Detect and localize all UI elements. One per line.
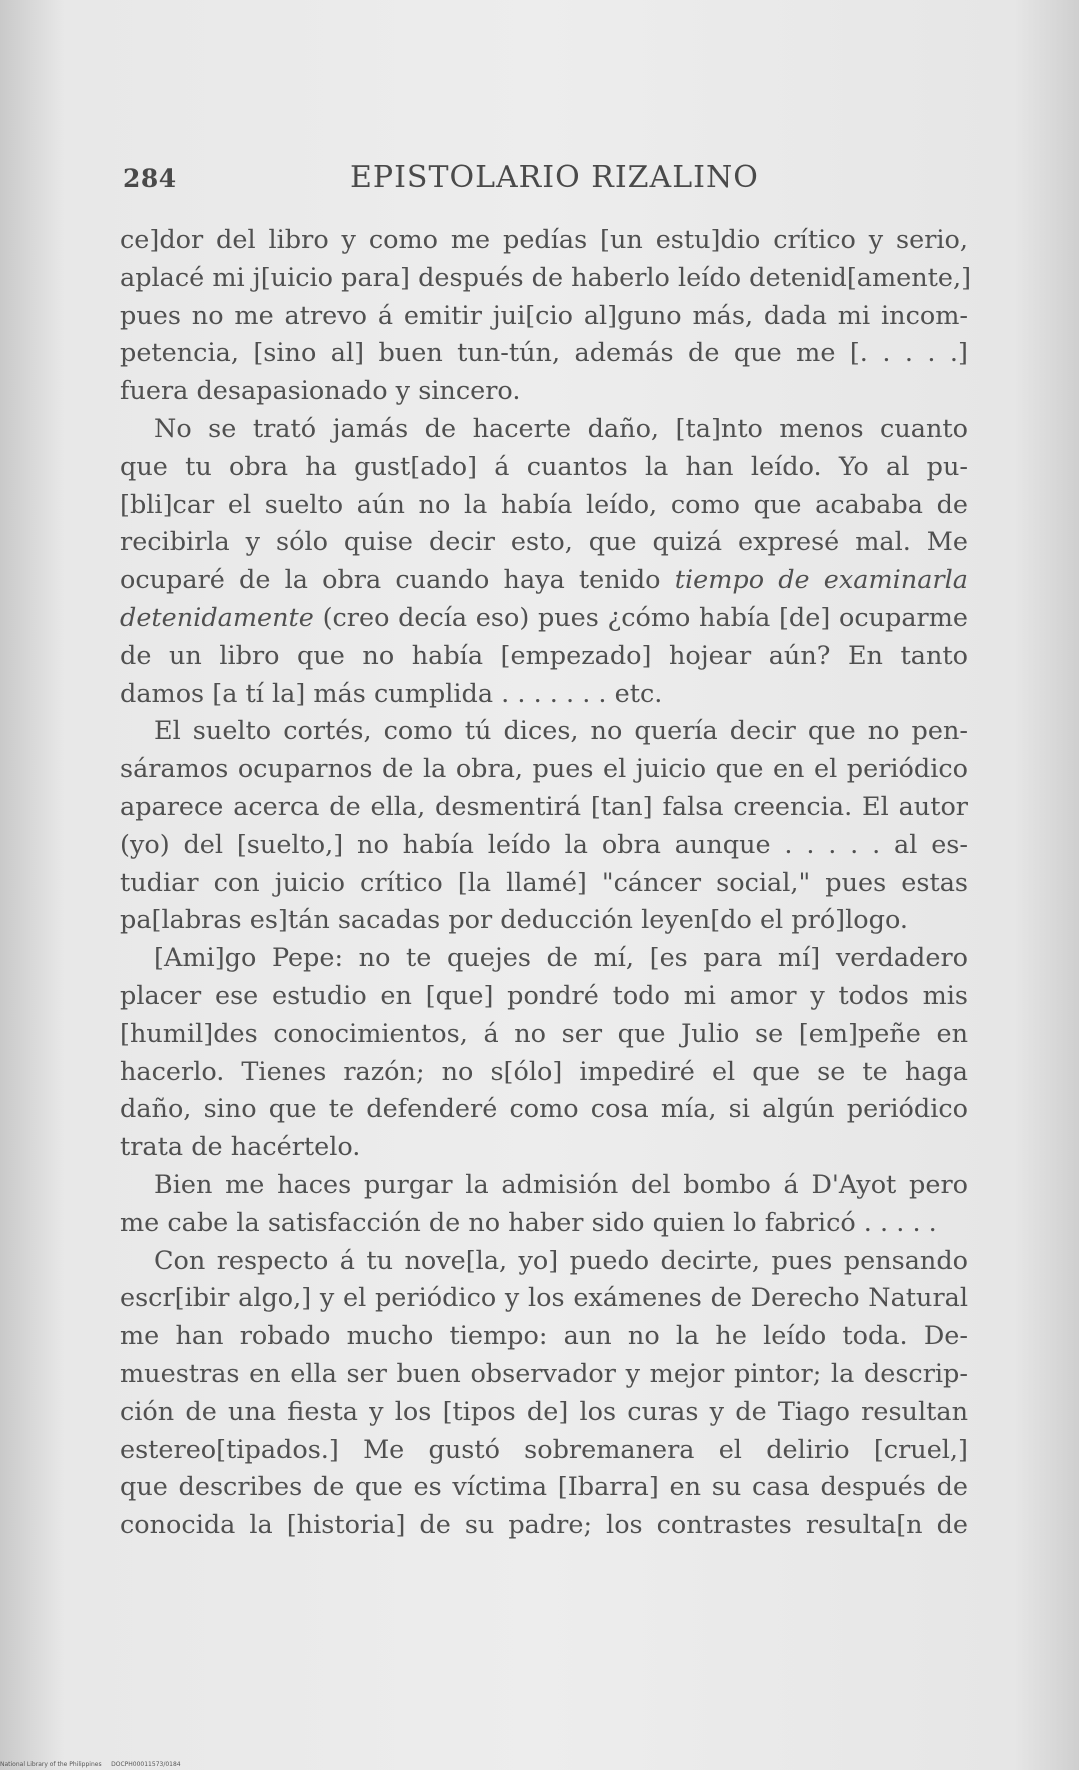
text-line: escr[ibir algo,] y el periódico y los exámenes de Derecho Natural	[120, 1283, 968, 1314]
text-line: fuera desapasionado y sincero.	[120, 376, 521, 407]
italic-phrase: detenidamente	[120, 602, 314, 633]
text-line: [Ami]go Pepe: no te quejes de mí, [es para mí] verdadero	[154, 943, 968, 974]
text-line-mixed	[120, 600, 968, 638]
text-line: trata de hacértelo.	[120, 1132, 361, 1163]
text-segment: (creo decía eso) pues ¿cómo había [de] ocuparme	[322, 602, 969, 633]
text-line: (yo) del [suelto,] no había leído la obra aunque . . . . . al es-	[120, 829, 968, 860]
text-line: No se trató jamás de hacerte daño, [ta]nto menos cuanto	[154, 413, 968, 444]
text-line: aparece acerca de ella, desmentirá [tan] falsa creencia. El autor	[120, 791, 968, 822]
text-line: ción de una fiesta y los [tipos de] los curas y de Tiago resultan	[120, 1396, 968, 1427]
text-line: aplacé mi j[uicio para] después de haberlo leído detenid[amente,]	[120, 262, 972, 293]
text-line: pa[labras es]tán sacadas por deducción leyen[do el pró]logo.	[120, 905, 908, 936]
page-number: 284	[123, 164, 177, 193]
document-id: DOCPH00011573/0184	[111, 1761, 181, 1768]
letter-body	[120, 222, 972, 1545]
running-head-title: EPISTOLARIO RIZALINO	[350, 160, 759, 195]
text-line: pues no me atrevo á emitir jui[cio al]guno más, dada mi incom-	[120, 300, 968, 331]
text-line: petencia, [sino al] buen tun-tún, además de que me [. . . . .]	[120, 338, 968, 369]
text-line: damos [a tí la] más cumplida . . . . . . . etc.	[120, 678, 663, 709]
text-line-mixed	[120, 562, 968, 600]
text-line: que describes de que es víctima [Ibarra] en su casa después de	[120, 1472, 968, 1503]
text-line: El suelto cortés, como tú dices, no quería decir que no pen-	[154, 716, 968, 747]
text-line: sáramos ocuparnos de la obra, pues el juicio que en el periódico	[120, 754, 968, 785]
text-line: tudiar con juicio crítico [la llamé] "cáncer social," pues estas	[120, 867, 968, 898]
text-line: [bli]car el suelto aún no la había leído, como que acababa de	[120, 489, 968, 520]
text-line: muestras en ella ser buen observador y mejor pintor; la descrip-	[120, 1358, 968, 1389]
text-segment: ocuparé de la obra cuando haya tenido	[120, 565, 661, 596]
text-line: estereo[tipados.] Me gustó sobremanera el delirio [cruel,]	[120, 1434, 968, 1465]
text-line: hacerlo. Tienes razón; no s[ólo] impediré el que se te haga	[120, 1056, 968, 1087]
text-line: daño, sino que te defenderé como cosa mía, si algún periódico	[120, 1094, 968, 1125]
library-credit: National Library of the Philippines	[0, 1761, 102, 1768]
text-line: me cabe la satisfacción de no haber sido quien lo fabricó . . . . .	[120, 1207, 937, 1238]
text-line: Con respecto á tu nove[la, yo] puedo decirte, pues pensando	[154, 1245, 968, 1276]
text-line: me han robado mucho tiempo: aun no la he leído toda. De-	[120, 1321, 968, 1352]
text-line: [humil]des conocimientos, á no ser que Julio se [em]peñe en	[120, 1018, 968, 1049]
text-line: que tu obra ha gust[ado] á cuantos la han leído. Yo al pu-	[120, 451, 968, 482]
scan-footer	[0, 1761, 181, 1768]
page-header	[120, 160, 980, 200]
text-line: de un libro que no había [empezado] hojear aún? En tanto	[120, 640, 968, 671]
text-line: ce]dor del libro y como me pedías [un estu]dio crítico y serio,	[120, 225, 968, 255]
text-line: placer ese estudio en [que] pondré todo mi amor y todos mis	[120, 980, 968, 1011]
text-line: recibirla y sólo quise decir esto, que quizá expresé mal. Me	[120, 527, 968, 558]
text-line: Bien me haces purgar la admisión del bombo á D'Ayot pero	[154, 1169, 968, 1200]
italic-phrase: tiempo de examinarla	[674, 565, 968, 596]
text-line: conocida la [historia] de su padre; los contrastes resulta[n de	[120, 1510, 968, 1541]
